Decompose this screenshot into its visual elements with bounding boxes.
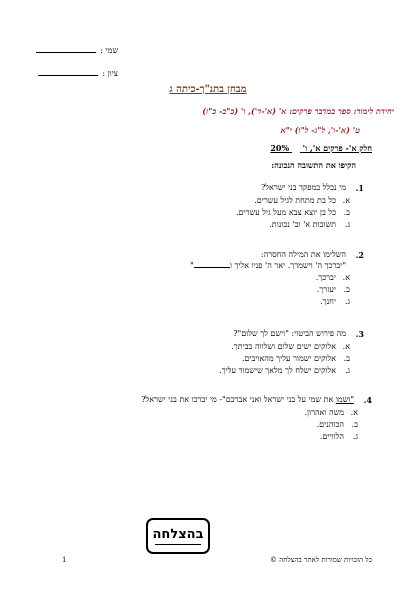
name-field <box>36 46 118 55</box>
option-b[interactable]: ב. אלוקים ישמור עליך מהאויבים. <box>241 354 350 363</box>
question-number: 1. <box>355 183 364 193</box>
question-stem: השלימו את המילה החסרה: <box>260 250 346 259</box>
question-stem: מה פירוש הביטוי: "וישם לך שלום"? <box>233 329 346 338</box>
option-a[interactable]: א. יברכך. <box>315 273 350 282</box>
answer-blank[interactable] <box>194 266 230 268</box>
question-number: 4. <box>363 395 372 405</box>
question-stem: מי נכלל במפקד בני ישראל? <box>260 183 346 192</box>
footer-copyright: כל הזכויות שמורות לאתר בהצלחה © <box>270 556 372 564</box>
option-c[interactable]: ג. הלוויים. <box>319 432 358 441</box>
question-1 <box>44 183 364 232</box>
instruction: הקיפו את התשובה הנכונה: <box>271 160 356 170</box>
grade-line[interactable] <box>38 74 98 76</box>
question-2 <box>44 250 364 309</box>
grade-label: ציון : <box>102 69 118 78</box>
option-a[interactable]: א. אלוקים ישים שלום ושלווה בביתך. <box>231 342 350 351</box>
page-number: 1 <box>62 556 67 564</box>
part-label: חלק א'- פרקים א', ו' <box>302 143 372 153</box>
name-label: שמי : <box>100 46 118 55</box>
option-c[interactable]: ג. תשובות א' וב' נכונות. <box>269 220 350 229</box>
part-header <box>270 143 372 153</box>
option-a[interactable]: א. משה ואהרון. <box>304 408 358 417</box>
option-b[interactable]: ב. יעזרך. <box>316 285 350 294</box>
grade-field <box>38 69 118 78</box>
unit-line-1: יחידת לימוד: ספר במדבר פרקים: א' (א'-ד'), ו' (כ"ב- כ"ז) <box>202 106 394 116</box>
logo-underline <box>155 544 201 545</box>
question-number: 3. <box>355 329 364 339</box>
behatzlacha-logo <box>146 518 210 554</box>
question-3 <box>44 329 364 378</box>
part-percent: 20% <box>270 143 290 153</box>
option-b[interactable]: ב. הכוהנים. <box>316 420 358 429</box>
underlined-word: "ושמו <box>335 395 354 404</box>
question-number: 2. <box>355 250 364 260</box>
option-a[interactable]: א. כל בת מתחת לגיל עשרים. <box>254 196 350 205</box>
option-c[interactable]: ג. יחנך. <box>320 297 350 306</box>
unit-line-2: ט' (א'-ו', ל"ג- ל"ו) י"א <box>280 125 360 135</box>
option-b[interactable]: ב. כל בן יוצא צבא מעל גיל עשרים. <box>235 208 350 217</box>
question-4 <box>32 395 372 444</box>
verse-line: "יברכך ה' וישמרך. יאר ה' פניו אליך ו" <box>190 261 346 270</box>
name-line[interactable] <box>36 51 96 53</box>
question-stem: "ושמו את שמי על בני ישראל ואני אברכם"- מי יברכו את בני ישראל? <box>141 395 354 404</box>
option-c[interactable]: ג. אלוקים ישלח לך מלאך שישמור עליך. <box>219 366 350 375</box>
logo-word: בהצלחה <box>152 526 204 542</box>
exam-title: מבחן בתנ"ך-כיתה ג <box>169 84 247 95</box>
